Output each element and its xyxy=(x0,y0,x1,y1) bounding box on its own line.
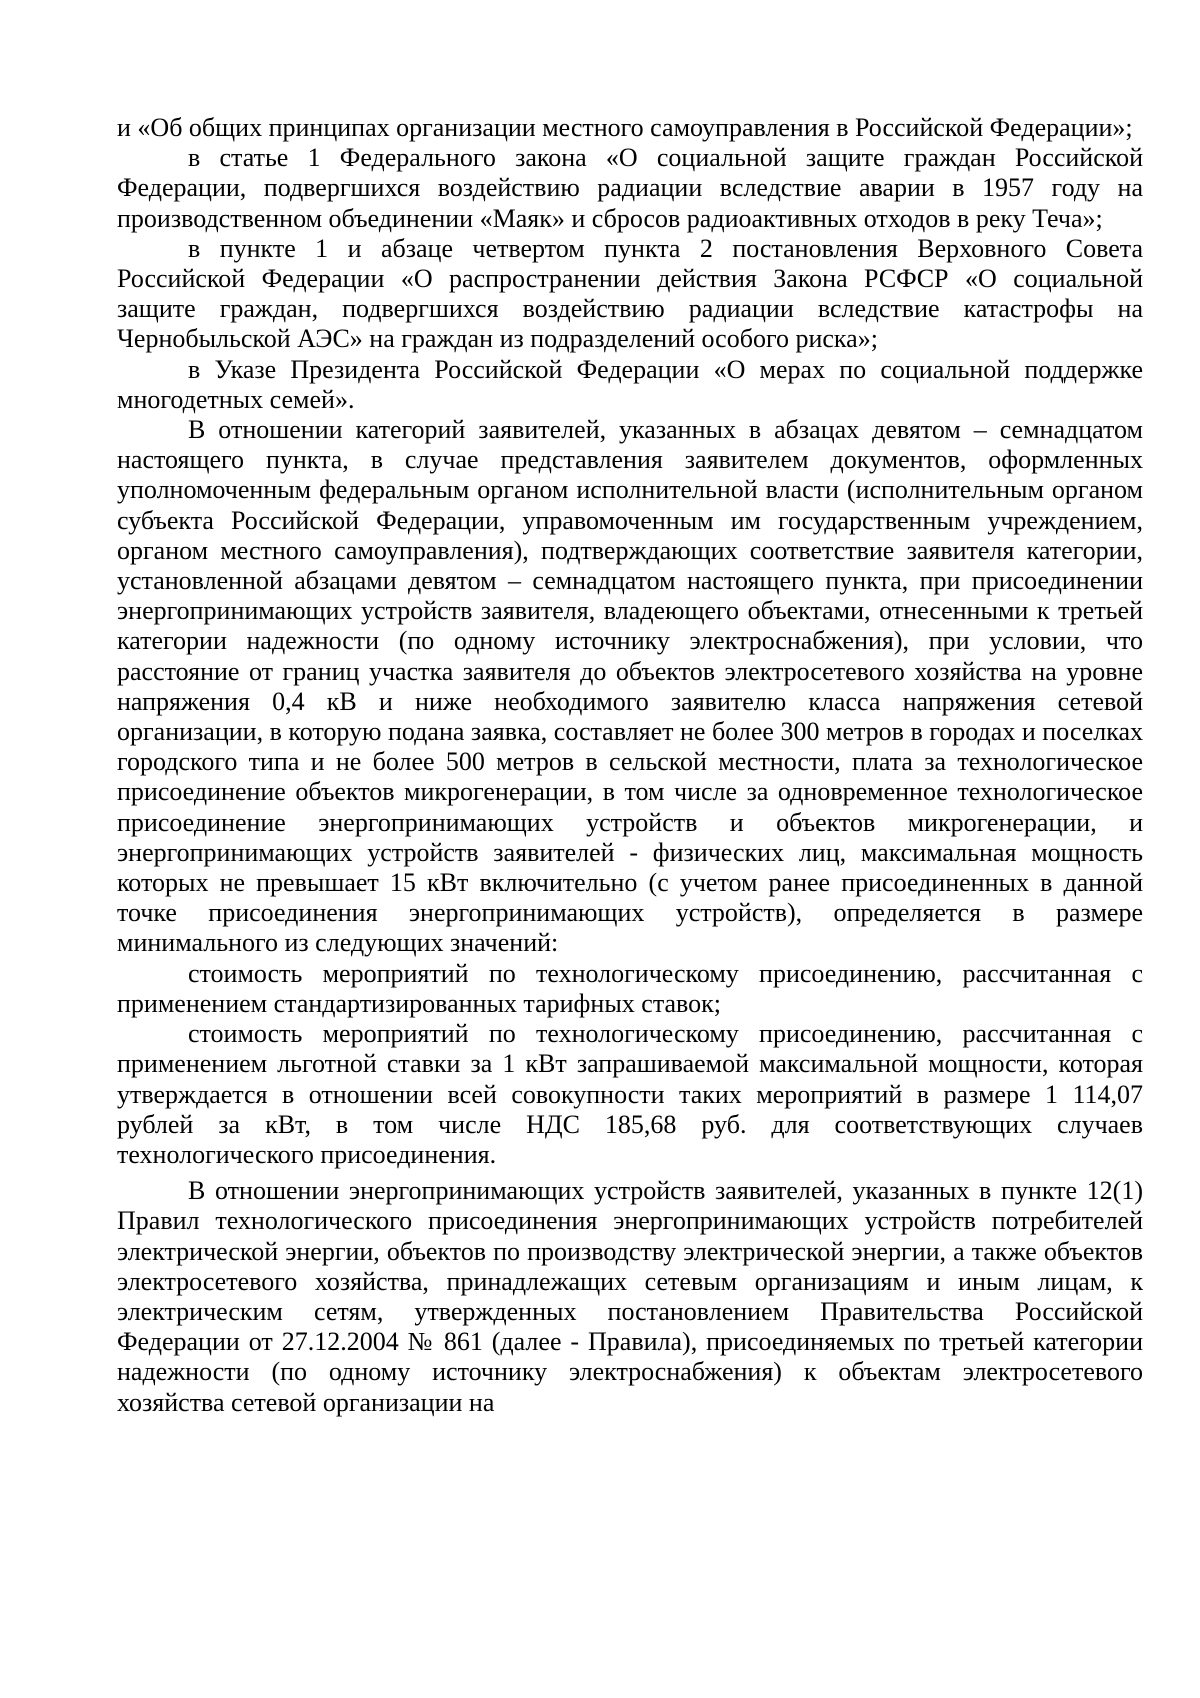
paragraph-rule-12-1: В отношении энергопринимающих устройств заявителей, указанных в пункте 12(1) Правил технологического присоединения энергопринимающих устройств потребителей электрической энергии, объектов по производству электрической энергии, а также объектов электросетевого хозяйства, принадлежащих сетевым организациям и иным лицам, к электрическим сетям, утвержденных постановлением Правительства Российской Федерации от 27.12.2004 № 861 (далее - Правила), присоединяемых по третьей категории надежности (по одному источнику электроснабжения) к объектам электросетевого хозяйства сетевой организации на xyxy=(117,1176,1143,1417)
paragraph-law-title-continuation: и «Об общих принципах организации местного самоуправления в Российской Федерации»; xyxy=(117,113,1133,142)
paragraph-chernobyl-resolution: в пункте 1 и абзаце четвертом пункта 2 постановления Верховного Совета Российской Федерации «О распространении действия Закона РСФСР «О социальной защите граждан, подвергшихся воздействию радиации вследствие катастрофы на Чернобыльской АЭС» на граждан из подразделений особого риска»; xyxy=(117,233,1143,354)
paragraph-applicant-categories: В отношении категорий заявителей, указанных в абзацах девятом – семнадцатом настоящего пункта, в случае представления заявителем документов, оформленных уполномоченным федеральным органом исполнительной власти (исполнительным органом субъекта Российской Федерации, управомоченным им государственным учреждением, органом местного самоуправления), подтверждающих соответствие заявителя категории, установленной абзацами девятом – семнадцатом настоящего пункта, при присоединении энергопринимающих устройств заявителя, владеющего объектами, отнесенными к третьей категории надежности (по одному источнику электроснабжения), при условии, что расстояние от границ участка заявителя до объектов электросетевого хозяйства на уровне напряжения 0,4 кВ и ниже необходимого заявителю класса напряжения сетевой организации, в которую подана заявка, составляет не более 300 метров в городах и поселках городского типа и не более 500 метров в сельской местности, плата за технологическое присоединение объектов микрогенерации, в том числе за одновременное технологическое присоединение энергопринимающих устройств и объектов микрогенерации, и энергопринимающих устройств заявителей - физических лиц, максимальная мощность которых не превышает 15 кВт включительно (с учетом ранее присоединенных в данной точке присоединения энергопринимающих устройств), определяется в размере минимального из следующих значений: xyxy=(117,415,1143,958)
paragraph-mayak-law: в статье 1 Федерального закона «О социальной защите граждан Российской Федерации, подвергшихся воздействию радиации вследствие аварии в 1957 году на производственном объединении «Маяк» и сбросов радиоактивных отходов в реку Теча»; xyxy=(117,143,1143,233)
paragraph-preferential-rate: стоимость мероприятий по технологическому присоединению, рассчитанная с применением льготной ставки за 1 кВт запрашиваемой максимальной мощности, которая утверждается в отношении всей совокупности таких мероприятий в размере 1 114,07 рублей за кВт, в том числе НДС 185,68 руб. для соответствующих случаев технологического присоединения. xyxy=(117,1019,1143,1169)
paragraph-standard-rates: стоимость мероприятий по технологическому присоединению, рассчитанная с применением стандартизированных тарифных ставок; xyxy=(117,958,1143,1018)
document-body xyxy=(117,113,1143,1418)
paragraph-president-decree: в Указе Президента Российской Федерации «О мерах по социальной поддержке многодетных семей». xyxy=(117,354,1143,414)
